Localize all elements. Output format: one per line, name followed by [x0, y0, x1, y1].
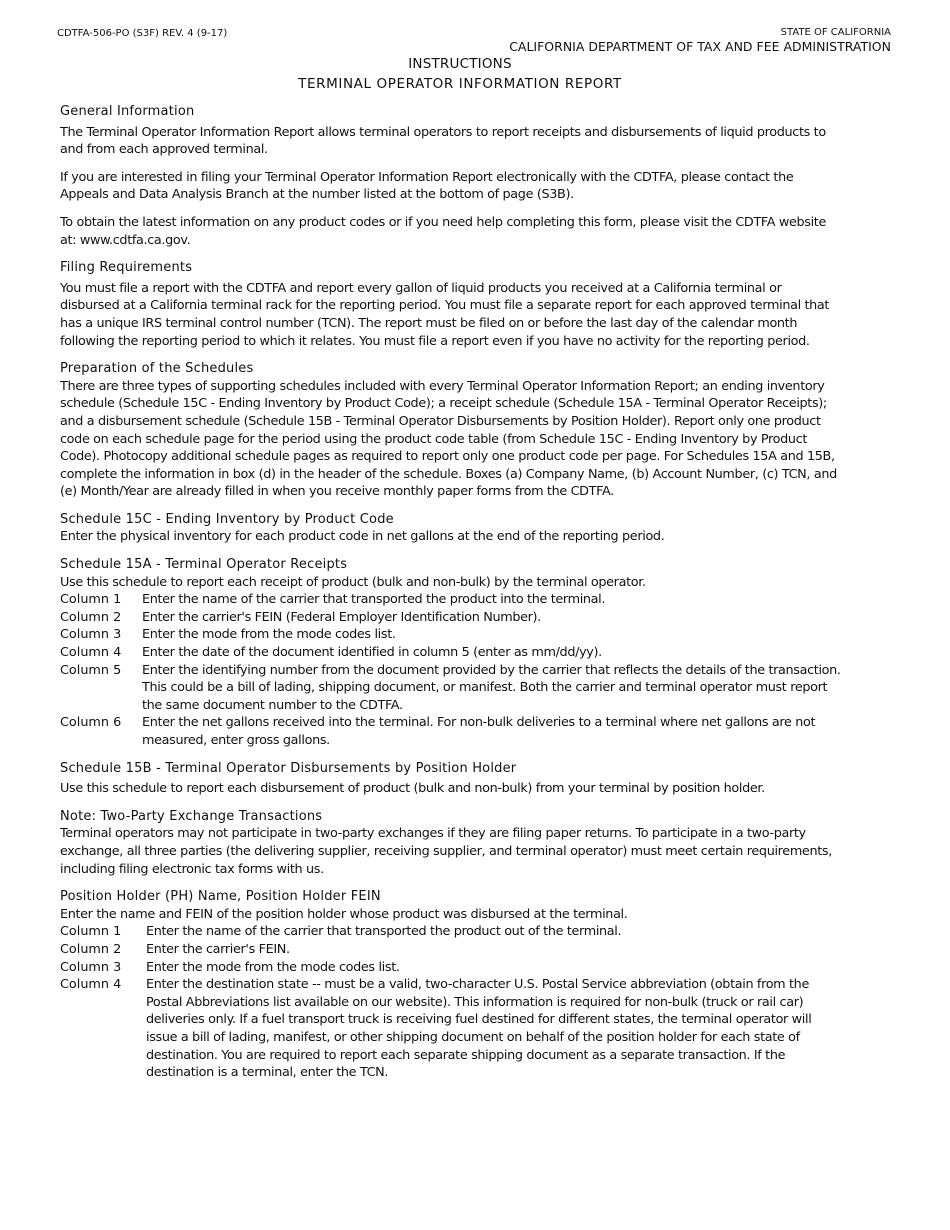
column-label: Column 2: [60, 941, 122, 957]
column-instruction: [60, 626, 842, 644]
paragraph: The Terminal Operator Information Report allows terminal operators to report receipts and disbursements of liquid products to and from each approved terminal.: [60, 124, 826, 158]
schedule-15b-section: [60, 760, 842, 798]
paragraph: You must file a report with the CDTFA and report every gallon of liquid products you received at a California terminal or disbursed at a California terminal rack for the reporting period. You must file a separate report for each approved terminal that has a unique IRS terminal control number (TCN). The report must be filed on or before the last day of the calendar month following the reporting period to which it relates. You must file a report even if you have no activity for the reporting period.: [60, 280, 830, 349]
column-text: Enter the identifying number from the document provided by the carrier that reflects the details of the transaction. This could be a bill of lading, shipping document, or manifest. Both the carrier and terminal operator must report the same document number to the CDTFA.: [142, 662, 841, 713]
column-label: Column 1: [60, 592, 122, 608]
section-heading: General Information: [60, 104, 195, 119]
paragraph: Terminal operators may not participate in two-party exchanges if they are filing paper returns. To participate in a two-party exchange, all three parties (the delivering supplier, receiving supplier, and terminal operator) must meet certain requirements, including filing electronic tax forms with us.: [60, 826, 832, 877]
column-text: Enter the name of the carrier that transported the product out of the terminal.: [146, 924, 622, 940]
position-holder-section: [60, 888, 842, 1082]
column-text: Enter the mode from the mode codes list.: [142, 627, 396, 643]
filing-requirements-section: [60, 259, 842, 350]
column-instruction: [60, 609, 842, 627]
paragraph: Use this schedule to report each receipt of product (bulk and non-bulk) by the terminal operator.: [60, 574, 646, 590]
column-text: Enter the net gallons received into the terminal. For non-bulk deliveries to a terminal where net gallons are not measured, enter gross gallons.: [142, 715, 816, 748]
column-text: Enter the carrier's FEIN (Federal Employer Identification Number).: [142, 609, 541, 625]
schedule-15a-section: [60, 556, 842, 750]
paragraph: Enter the physical inventory for each product code in net gallons at the end of the reporting period.: [60, 529, 665, 545]
column-text: Enter the date of the document identified in column 5 (enter as mm/dd/yy).: [142, 645, 602, 661]
section-heading: Filing Requirements: [60, 260, 193, 276]
column-text: Enter the destination state -- must be a valid, two-character U.S. Postal Service abbreviation (obtain from the Postal Abbreviations list available on our website). This information is required for non-bulk (truck or rail car) deliveries only. If a fuel transport truck is receiving fuel destined for different states, the terminal operator will issue a bill of lading, manifest, or other shipping document on behalf of the position holder for each state of destination. You are required to report each separate shipping document as a separate transaction. If the destination is a terminal, enter the TCN.: [146, 977, 812, 1081]
preparation-section: [60, 360, 842, 501]
column-instruction: [60, 591, 842, 609]
form-id: CDTFA-506-PO (S3F) REV. 4 (9-17): [57, 28, 228, 39]
two-party-exchange-note: [60, 808, 842, 878]
column-text: Enter the name of the carrier that transported the product into the terminal.: [142, 592, 606, 608]
schedule-15c-section: [60, 511, 842, 546]
page-subtitle: TERMINAL OPERATOR INFORMATION REPORT: [298, 76, 622, 92]
general-information-section: [60, 103, 842, 249]
section-heading: Position Holder (PH) Name, Position Holder FEIN: [60, 889, 381, 905]
column-label: Column 4: [60, 645, 122, 661]
paragraph: To obtain the latest information on any product codes or if you need help completing this form, please visit the CDTFA website at: www.cdtfa.ca.gov.: [60, 214, 826, 248]
column-label: Column 6: [60, 715, 122, 731]
paragraph: Use this schedule to report each disbursement of product (bulk and non-bulk) from your terminal by position holder.: [60, 781, 765, 797]
column-instruction: [60, 959, 842, 977]
column-label: Column 3: [60, 959, 122, 975]
column-instruction: [60, 941, 842, 959]
paragraph: There are three types of supporting schedules included with every Terminal Operator Information Report; an ending inventory schedule (Schedule 15C - Ending Inventory by Product Code); a receipt schedule (Schedule 15A - Terminal Operator Receipts); and a disbursement schedule (Schedule 15B - Terminal Operator Disbursements by Position Holder). Report only one product code on each schedule page for the period using the product code table (from Schedule 15C - Ending Inventory by Product Code). Photocopy additional schedule pages as required to report only one product code per page. For Schedules 15A and 15B, complete the information in box (d) in the header of the schedule. Boxes (a) Company Name, (b) Account Number, (c) TCN, and (e) Month/Year are already filled in when you receive monthly paper forms from the CDTFA.: [60, 378, 837, 500]
column-instruction: [60, 923, 842, 941]
column-instruction: [60, 662, 842, 715]
column-instruction: [60, 714, 842, 749]
department-name: CALIFORNIA DEPARTMENT OF TAX AND FEE ADMINISTRATION: [509, 39, 891, 54]
section-heading: Schedule 15B - Terminal Operator Disbursements by Position Holder: [60, 760, 517, 776]
section-heading: Schedule 15C - Ending Inventory by Product Code: [60, 511, 394, 527]
paragraph: If you are interested in filing your Terminal Operator Information Report electronically with the CDTFA, please contact the Appeals and Data Analysis Branch at the number listed at the bottom of page (S3B).: [60, 169, 794, 203]
column-label: Column 3: [60, 627, 122, 643]
instructions-body: [60, 103, 842, 1082]
page-title: INSTRUCTIONS: [408, 56, 512, 72]
paragraph: Enter the name and FEIN of the position holder whose product was disbursed at the terminal.: [60, 906, 628, 922]
section-heading: Schedule 15A - Terminal Operator Receipts: [60, 557, 348, 573]
column-instruction: [60, 976, 842, 1082]
section-heading: Preparation of the Schedules: [60, 361, 254, 377]
column-label: Column 4: [60, 977, 122, 993]
section-heading: Note: Two-Party Exchange Transactions: [60, 808, 323, 824]
column-label: Column 1: [60, 924, 122, 940]
state-label: STATE OF CALIFORNIA: [780, 27, 891, 38]
column-label: Column 5: [60, 662, 122, 678]
column-instruction: [60, 644, 842, 662]
column-text: Enter the carrier's FEIN.: [146, 941, 290, 957]
column-text: Enter the mode from the mode codes list.: [146, 959, 400, 975]
column-label: Column 2: [60, 609, 122, 625]
